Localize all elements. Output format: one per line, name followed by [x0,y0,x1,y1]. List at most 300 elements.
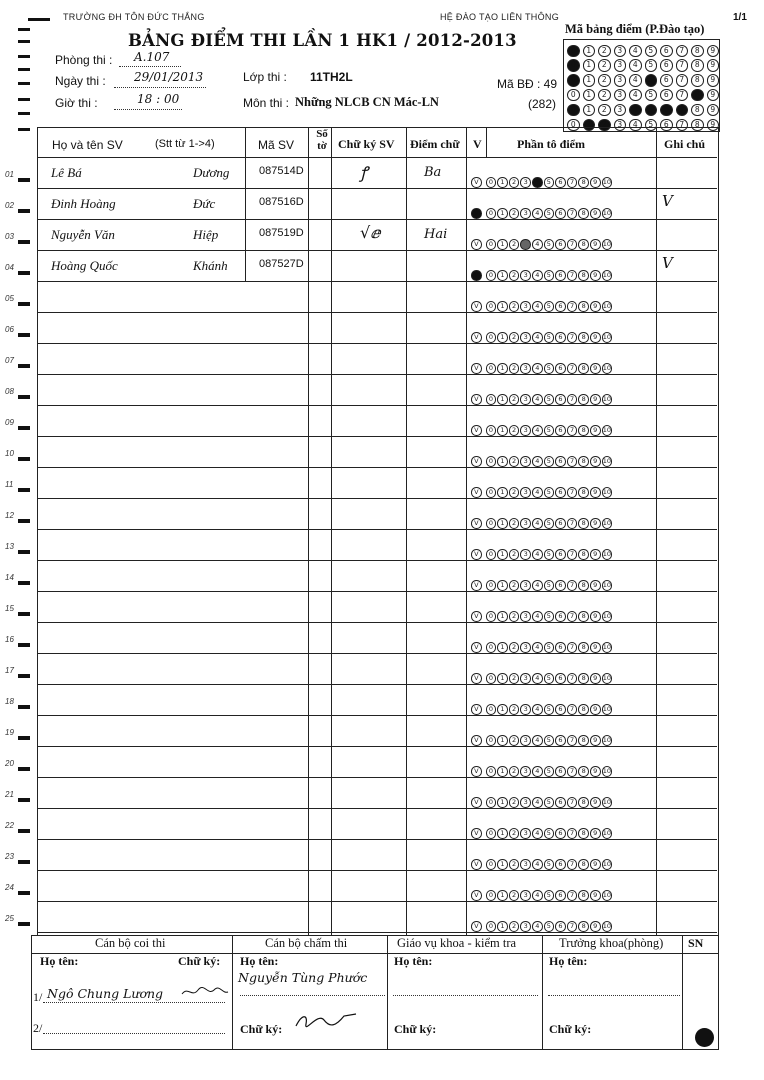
score-bubble[interactable]: 5 [544,270,555,281]
score-bubble[interactable]: 4 [532,270,543,281]
score-bubble[interactable]: 6 [555,239,566,250]
score-bubble[interactable]: 3 [520,921,531,932]
score-bubble[interactable]: 3 [520,890,531,901]
score-bubble[interactable]: 1 [497,580,508,591]
absent-bubble[interactable]: V [471,611,482,622]
score-bubble[interactable]: 1 [497,394,508,405]
score-bubble[interactable]: 2 [509,301,520,312]
score-bubble[interactable]: 3 [520,766,531,777]
score-bubble[interactable]: 0 [486,518,497,529]
score-bubble[interactable]: 7 [567,611,578,622]
code-bubble[interactable]: 9 [707,89,720,102]
score-bubble[interactable]: 5 [544,177,555,188]
score-bubble[interactable]: 2 [509,735,520,746]
score-bubble[interactable]: 1 [497,921,508,932]
score-bubble[interactable]: 0 [486,394,497,405]
score-bubble[interactable]: 8 [578,425,589,436]
code-bubble[interactable]: 2 [598,45,611,58]
score-bubble[interactable]: 0 [486,239,497,250]
code-bubble[interactable]: 9 [707,74,720,87]
code-bubble[interactable]: 5 [645,89,658,102]
score-bubble[interactable]: 4 [532,394,543,405]
score-bubble[interactable]: 9 [590,518,601,529]
score-bubble[interactable]: 10 [602,705,611,714]
score-bubble[interactable]: 1 [497,425,508,436]
score-bubble[interactable]: 10 [602,271,611,280]
score-bubble[interactable]: 3 [520,332,531,343]
code-bubble[interactable]: 2 [598,74,611,87]
absent-bubble[interactable]: V [471,673,482,684]
score-bubble[interactable]: 3 [520,301,531,312]
code-bubble[interactable]: 8 [691,104,704,117]
score-bubble[interactable]: 4 [532,704,543,715]
code-bubble[interactable]: 2 [598,89,611,102]
score-bubble[interactable]: 5 [544,642,555,653]
score-bubble[interactable]: 8 [578,208,589,219]
score-bubble[interactable]: 2 [509,487,520,498]
code-bubble[interactable]: 4 [629,74,642,87]
score-bubble[interactable]: 10 [602,736,611,745]
code-bubble[interactable]: 8 [691,89,704,102]
score-bubble[interactable]: 2 [509,332,520,343]
score-bubble[interactable]: 8 [578,735,589,746]
score-bubble[interactable]: 5 [544,518,555,529]
score-bubble[interactable]: 6 [555,363,566,374]
code-bubble[interactable]: 1 [583,45,596,58]
score-bubble[interactable]: 8 [578,828,589,839]
code-bubble[interactable]: 0 [567,104,580,117]
score-bubble[interactable]: 2 [509,177,520,188]
code-bubble[interactable]: 7 [676,104,689,117]
code-bubble[interactable]: 0 [567,59,580,72]
code-bubble[interactable]: 8 [691,119,704,132]
score-bubble[interactable]: 8 [578,549,589,560]
code-bubble[interactable]: 6 [660,89,673,102]
score-bubble[interactable]: 10 [602,860,611,869]
code-bubble[interactable]: 7 [676,74,689,87]
score-bubble[interactable]: 5 [544,766,555,777]
code-bubble[interactable]: 1 [583,104,596,117]
score-bubble[interactable]: 9 [590,580,601,591]
code-bubble[interactable]: 2 [598,59,611,72]
score-bubble[interactable]: 9 [590,239,601,250]
score-bubble[interactable]: 4 [532,487,543,498]
score-bubble[interactable]: 0 [486,890,497,901]
score-bubble[interactable]: 3 [520,270,531,281]
score-bubble[interactable]: 0 [486,425,497,436]
score-bubble[interactable]: 7 [567,487,578,498]
score-bubble[interactable]: 7 [567,177,578,188]
code-bubble[interactable]: 9 [707,59,720,72]
score-bubble[interactable]: 7 [567,394,578,405]
score-bubble[interactable]: 0 [486,456,497,467]
score-bubble[interactable]: 8 [578,580,589,591]
score-bubble[interactable]: 1 [497,797,508,808]
absent-bubble[interactable]: V [471,394,482,405]
score-bubble[interactable]: 4 [532,673,543,684]
score-bubble[interactable]: 0 [486,332,497,343]
score-bubble[interactable]: 4 [532,239,543,250]
score-bubble[interactable]: 9 [590,363,601,374]
score-bubble[interactable]: 2 [509,797,520,808]
absent-bubble[interactable]: V [471,239,482,250]
score-bubble[interactable]: 9 [590,921,601,932]
code-bubble[interactable]: 3 [614,119,627,132]
score-bubble[interactable]: 10 [602,581,611,590]
score-bubble[interactable]: 5 [544,425,555,436]
score-bubble[interactable]: 0 [486,642,497,653]
score-bubble[interactable]: 7 [567,735,578,746]
score-bubble[interactable]: 9 [590,704,601,715]
score-bubble[interactable]: 2 [509,766,520,777]
score-bubble[interactable]: 7 [567,642,578,653]
score-bubble[interactable]: 7 [567,921,578,932]
score-bubble[interactable]: 10 [602,612,611,621]
score-bubble[interactable]: 0 [486,208,497,219]
score-bubble[interactable]: 2 [509,363,520,374]
score-bubble[interactable]: 9 [590,549,601,560]
score-bubble[interactable]: 6 [555,177,566,188]
score-bubble[interactable]: 9 [590,859,601,870]
score-bubble[interactable]: 4 [532,642,543,653]
code-bubble[interactable]: 7 [676,89,689,102]
code-bubble[interactable]: 6 [660,119,673,132]
score-bubble[interactable]: 2 [509,518,520,529]
score-bubble[interactable]: 3 [520,394,531,405]
score-bubble[interactable]: 7 [567,363,578,374]
absent-bubble[interactable]: V [471,363,482,374]
score-bubble[interactable]: 9 [590,735,601,746]
score-bubble[interactable]: 9 [590,456,601,467]
score-bubble[interactable]: 6 [555,394,566,405]
absent-bubble[interactable]: V [471,890,482,901]
score-bubble[interactable]: 10 [602,333,611,342]
score-bubble[interactable]: 0 [486,828,497,839]
score-bubble[interactable]: 3 [520,456,531,467]
score-bubble[interactable]: 6 [555,828,566,839]
score-bubble[interactable]: 5 [544,797,555,808]
code-bubble[interactable]: 3 [614,45,627,58]
code-bubble[interactable]: 4 [629,104,642,117]
score-bubble[interactable]: 4 [532,549,543,560]
score-bubble[interactable]: 4 [532,766,543,777]
score-bubble[interactable]: 10 [602,457,611,466]
score-bubble[interactable]: 2 [509,673,520,684]
score-bubble[interactable]: 8 [578,890,589,901]
score-bubble[interactable]: 0 [486,766,497,777]
score-bubble[interactable]: 4 [532,735,543,746]
score-bubble[interactable]: 5 [544,580,555,591]
score-bubble[interactable]: 3 [520,518,531,529]
score-bubble[interactable]: 1 [497,704,508,715]
code-bubble[interactable]: 8 [691,74,704,87]
score-bubble[interactable]: 10 [602,426,611,435]
score-bubble[interactable]: 0 [486,611,497,622]
score-bubble[interactable]: 10 [602,178,611,187]
score-bubble[interactable]: 10 [602,643,611,652]
score-bubble[interactable]: 10 [602,364,611,373]
score-bubble[interactable]: 7 [567,332,578,343]
absent-bubble[interactable]: V [471,704,482,715]
score-bubble[interactable]: 1 [497,177,508,188]
score-bubble[interactable]: 1 [497,239,508,250]
score-bubble[interactable]: 5 [544,487,555,498]
score-bubble[interactable]: 7 [567,549,578,560]
score-bubble[interactable]: 0 [486,704,497,715]
score-bubble[interactable]: 5 [544,549,555,560]
score-bubble[interactable]: 6 [555,456,566,467]
score-bubble[interactable]: 8 [578,611,589,622]
score-bubble[interactable]: 1 [497,363,508,374]
code-bubble[interactable]: 4 [629,45,642,58]
score-bubble[interactable]: 7 [567,797,578,808]
score-bubble[interactable]: 4 [532,797,543,808]
score-bubble[interactable]: 1 [497,487,508,498]
score-bubble[interactable]: 6 [555,332,566,343]
score-bubble[interactable]: 4 [532,177,543,188]
score-bubble[interactable]: 9 [590,766,601,777]
score-bubble[interactable]: 9 [590,301,601,312]
score-bubble[interactable]: 6 [555,859,566,870]
code-bubble[interactable]: 3 [614,74,627,87]
score-bubble[interactable]: 3 [520,363,531,374]
score-bubble[interactable]: 1 [497,270,508,281]
score-bubble[interactable]: 8 [578,704,589,715]
score-bubble[interactable]: 7 [567,890,578,901]
code-bubble[interactable]: 5 [645,59,658,72]
score-bubble[interactable]: 7 [567,239,578,250]
absent-bubble[interactable]: V [471,642,482,653]
score-bubble[interactable]: 2 [509,890,520,901]
score-bubble[interactable]: 7 [567,456,578,467]
score-bubble[interactable]: 6 [555,549,566,560]
score-bubble[interactable]: 5 [544,828,555,839]
code-bubble[interactable]: 3 [614,89,627,102]
score-bubble[interactable]: 6 [555,425,566,436]
score-bubble[interactable]: 8 [578,766,589,777]
score-bubble[interactable]: 9 [590,332,601,343]
score-bubble[interactable]: 2 [509,859,520,870]
score-bubble[interactable]: 2 [509,456,520,467]
score-bubble[interactable]: 2 [509,549,520,560]
code-bubble[interactable]: 1 [583,74,596,87]
absent-bubble[interactable]: V [471,859,482,870]
code-bubble[interactable]: 9 [707,104,720,117]
code-bubble[interactable]: 8 [691,59,704,72]
score-bubble[interactable]: 8 [578,332,589,343]
score-bubble[interactable]: 1 [497,859,508,870]
score-bubble[interactable]: 9 [590,828,601,839]
absent-bubble[interactable]: V [471,301,482,312]
code-bubble[interactable]: 2 [598,104,611,117]
score-bubble[interactable]: 5 [544,456,555,467]
score-bubble[interactable]: 1 [497,673,508,684]
score-bubble[interactable]: 6 [555,704,566,715]
score-bubble[interactable]: 6 [555,301,566,312]
score-bubble[interactable]: 3 [520,425,531,436]
score-bubble[interactable]: 8 [578,797,589,808]
code-bubble[interactable]: 6 [660,104,673,117]
score-bubble[interactable]: 8 [578,394,589,405]
score-bubble[interactable]: 2 [509,270,520,281]
score-bubble[interactable]: 3 [520,177,531,188]
score-bubble[interactable]: 4 [532,890,543,901]
score-bubble[interactable]: 10 [602,519,611,528]
absent-bubble[interactable]: V [471,177,482,188]
score-bubble[interactable]: 7 [567,580,578,591]
score-bubble[interactable]: 5 [544,735,555,746]
score-bubble[interactable]: 10 [602,891,611,900]
score-bubble[interactable]: 10 [602,395,611,404]
score-bubble[interactable]: 8 [578,859,589,870]
score-bubble[interactable]: 6 [555,270,566,281]
code-bubble[interactable]: 0 [567,89,580,102]
code-bubble[interactable]: 3 [614,59,627,72]
code-bubble[interactable]: 7 [676,59,689,72]
score-bubble[interactable]: 3 [520,735,531,746]
score-bubble[interactable]: 0 [486,735,497,746]
score-bubble[interactable]: 0 [486,549,497,560]
score-bubble[interactable]: 4 [532,332,543,343]
score-bubble[interactable]: 1 [497,301,508,312]
score-bubble[interactable]: 1 [497,549,508,560]
code-bubble[interactable]: 9 [707,45,720,58]
score-bubble[interactable]: 7 [567,766,578,777]
code-bubble[interactable]: 2 [598,119,611,132]
score-bubble[interactable]: 6 [555,487,566,498]
score-bubble[interactable]: 3 [520,487,531,498]
score-bubble[interactable]: 0 [486,797,497,808]
score-bubble[interactable]: 8 [578,673,589,684]
score-bubble[interactable]: 0 [486,487,497,498]
score-bubble[interactable]: 2 [509,642,520,653]
score-bubble[interactable]: 0 [486,270,497,281]
code-bubble[interactable]: 7 [676,45,689,58]
score-bubble[interactable]: 6 [555,518,566,529]
score-bubble[interactable]: 2 [509,394,520,405]
score-bubble[interactable]: 3 [520,239,531,250]
score-bubble[interactable]: 10 [602,798,611,807]
score-bubble[interactable]: 9 [590,208,601,219]
score-bubble[interactable]: 5 [544,394,555,405]
code-bubble[interactable]: 5 [645,104,658,117]
score-bubble[interactable]: 7 [567,208,578,219]
score-bubble[interactable]: 3 [520,611,531,622]
absent-bubble[interactable]: V [471,425,482,436]
score-bubble[interactable]: 0 [486,363,497,374]
score-bubble[interactable]: 9 [590,177,601,188]
code-bubble[interactable]: 0 [567,119,580,132]
score-bubble[interactable]: 9 [590,797,601,808]
score-bubble[interactable]: 5 [544,673,555,684]
score-bubble[interactable]: 5 [544,301,555,312]
score-bubble[interactable]: 2 [509,239,520,250]
score-bubble[interactable]: 2 [509,580,520,591]
code-bubble[interactable]: 4 [629,89,642,102]
score-bubble[interactable]: 1 [497,208,508,219]
score-bubble[interactable]: 10 [602,922,611,931]
absent-bubble[interactable]: V [471,797,482,808]
score-bubble[interactable]: 1 [497,456,508,467]
score-bubble[interactable]: 9 [590,270,601,281]
score-bubble[interactable]: 4 [532,518,543,529]
score-bubble[interactable]: 4 [532,456,543,467]
score-bubble[interactable]: 8 [578,518,589,529]
score-bubble[interactable]: 7 [567,301,578,312]
score-bubble[interactable]: 5 [544,208,555,219]
score-bubble[interactable]: 0 [486,673,497,684]
absent-bubble[interactable]: V [471,735,482,746]
absent-bubble[interactable]: V [471,766,482,777]
absent-bubble[interactable]: V [471,549,482,560]
code-bubble[interactable]: 4 [629,59,642,72]
score-bubble[interactable]: 7 [567,859,578,870]
score-bubble[interactable]: 2 [509,208,520,219]
score-bubble[interactable]: 10 [602,302,611,311]
code-bubble[interactable]: 9 [707,119,720,132]
score-bubble[interactable]: 9 [590,890,601,901]
score-bubble[interactable]: 5 [544,611,555,622]
score-bubble[interactable]: 3 [520,549,531,560]
score-bubble[interactable]: 8 [578,177,589,188]
code-bubble[interactable]: 4 [629,119,642,132]
score-bubble[interactable]: 2 [509,425,520,436]
score-bubble[interactable]: 1 [497,828,508,839]
code-bubble[interactable]: 0 [567,45,580,58]
score-bubble[interactable]: 8 [578,642,589,653]
code-bubble[interactable]: 0 [567,74,580,87]
absent-bubble[interactable]: V [471,921,482,932]
score-bubble[interactable]: 1 [497,642,508,653]
score-bubble[interactable]: 4 [532,363,543,374]
code-bubble[interactable]: 5 [645,119,658,132]
score-bubble[interactable]: 6 [555,208,566,219]
score-bubble[interactable]: 1 [497,332,508,343]
score-bubble[interactable]: 6 [555,580,566,591]
score-bubble[interactable]: 10 [602,240,611,249]
score-bubble[interactable]: 2 [509,704,520,715]
absent-bubble[interactable]: V [471,580,482,591]
score-bubble[interactable]: 6 [555,611,566,622]
code-bubble[interactable]: 7 [676,119,689,132]
score-bubble[interactable]: 9 [590,394,601,405]
score-bubble[interactable]: 10 [602,829,611,838]
score-bubble[interactable]: 7 [567,518,578,529]
code-bubble[interactable]: 6 [660,45,673,58]
absent-bubble[interactable]: V [471,456,482,467]
score-bubble[interactable]: 0 [486,580,497,591]
score-bubble[interactable]: 4 [532,301,543,312]
code-bubble[interactable]: 5 [645,45,658,58]
code-bubble[interactable]: 6 [660,59,673,72]
score-bubble[interactable]: 7 [567,673,578,684]
score-bubble[interactable]: 4 [532,921,543,932]
score-bubble[interactable]: 10 [602,550,611,559]
score-bubble[interactable]: 7 [567,704,578,715]
score-bubble[interactable]: 6 [555,890,566,901]
score-bubble[interactable]: 4 [532,425,543,436]
score-bubble[interactable]: 3 [520,673,531,684]
absent-bubble[interactable]: V [471,487,482,498]
score-bubble[interactable]: 6 [555,673,566,684]
score-bubble[interactable]: 9 [590,673,601,684]
score-bubble[interactable]: 5 [544,704,555,715]
score-bubble[interactable]: 1 [497,890,508,901]
score-bubble[interactable]: 1 [497,735,508,746]
score-bubble[interactable]: 6 [555,766,566,777]
absent-bubble[interactable]: V [471,332,482,343]
code-bubble[interactable]: 1 [583,59,596,72]
